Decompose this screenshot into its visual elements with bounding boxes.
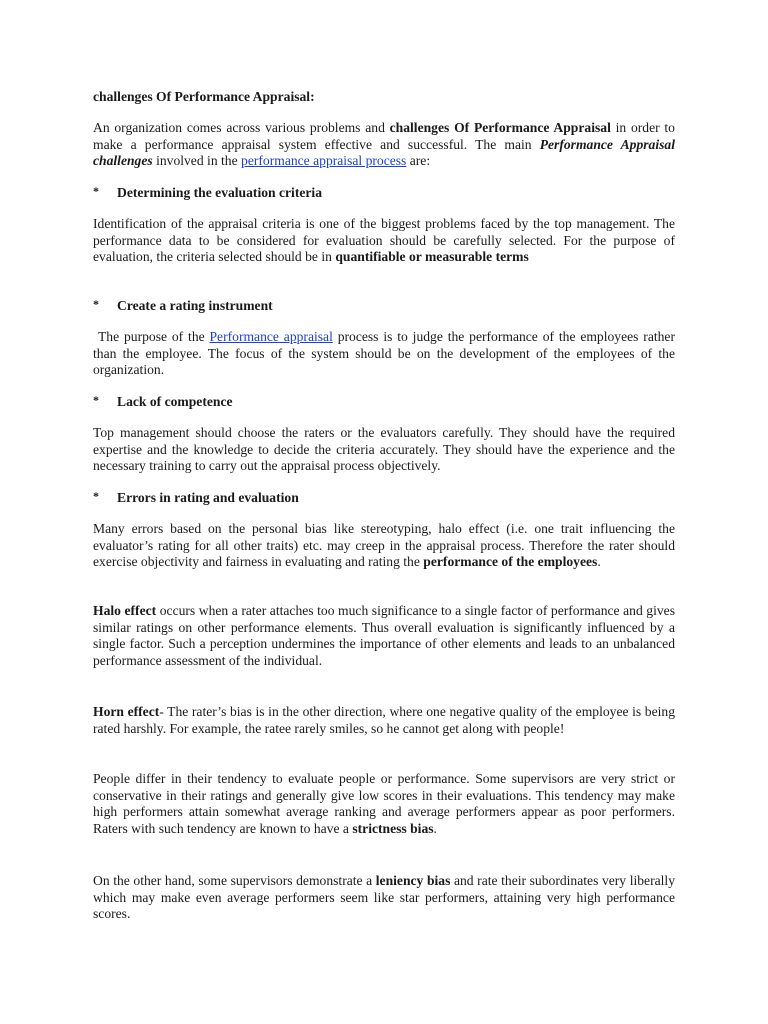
section-heading-evaluation-criteria: * Determining the evaluation criteria bbox=[93, 184, 322, 200]
bullet-icon: * bbox=[93, 393, 99, 407]
bullet-icon: * bbox=[93, 489, 99, 503]
performance-appraisal-link[interactable]: Performance appraisal bbox=[209, 329, 333, 344]
bullet-icon: * bbox=[93, 184, 99, 198]
evaluation-criteria-paragraph: Identification of the appraisal criteria is one of the biggest problems faced by the top management. The performance data to be considered for evaluation should be carefully selected. For the purpose of evaluation, the criteria selected should be in quantifiable or measurable terms bbox=[93, 216, 675, 265]
section-heading-lack-of-competence: * Lack of competence bbox=[93, 393, 233, 409]
strictness-bias-paragraph: People differ in their tendency to evaluate people or performance. Some supervisors are very strict or conservative in their ratings and generally give low scores in their evaluations. This tendency may make high performers attain somewhat average ranking and average performers appear as poor performers. Raters with such tendency are known to have a strictness bias. bbox=[93, 771, 675, 837]
rating-instrument-paragraph: The purpose of the Performance appraisal process is to judge the performance of the employees rather than the employee. The focus of the system should be on the development of the employees of the organization. bbox=[93, 329, 675, 378]
section-heading-rating-instrument: * Create a rating instrument bbox=[93, 297, 273, 313]
bullet-icon: * bbox=[93, 297, 99, 311]
intro-paragraph: An organization comes across various problems and challenges Of Performance Appraisal in order to make a performance appraisal system effective and successful. The main Performance Appraisal challenges involved in the performance appraisal process are: bbox=[93, 120, 675, 169]
errors-in-rating-paragraph: Many errors based on the personal bias like stereotyping, halo effect (i.e. one trait influencing the evaluator’s rating for all other traits) etc. may creep in the appraisal process. Therefore the rater should exercise objectivity and fairness in evaluating and rating the performance of the employees. bbox=[93, 521, 675, 570]
halo-effect-paragraph: Halo effect occurs when a rater attaches too much significance to a single factor of performance and gives similar ratings on other performance elements. Thus overall evaluation is significantly influenced by a single factor. Such a perception undermines the importance of other elements and leads to an unbalanced performance assessment of the individual. bbox=[93, 603, 676, 669]
performance-appraisal-process-link[interactable]: performance appraisal process bbox=[241, 153, 407, 169]
horn-effect-paragraph: Horn effect- The rater’s bias is in the other direction, where one negative quality of the employee is being rated harshly. For example, the ratee rarely smiles, so he cannot get along with people! bbox=[93, 704, 676, 736]
leniency-bias-paragraph: On the other hand, some supervisors demonstrate a leniency bias and rate their subordinates very liberally which may make even average performers seem like star performers, attaining very high performance scores. bbox=[93, 873, 675, 922]
document-title: challenges Of Performance Appraisal: bbox=[93, 89, 315, 104]
section-heading-errors-in-rating: * Errors in rating and evaluation bbox=[93, 489, 299, 505]
lack-of-competence-paragraph: Top management should choose the raters or the evaluators carefully. They should have the required expertise and the knowledge to decide the criteria accurately. They should have the experience and the necessary training to carry out the appraisal process objectively. bbox=[93, 425, 675, 474]
